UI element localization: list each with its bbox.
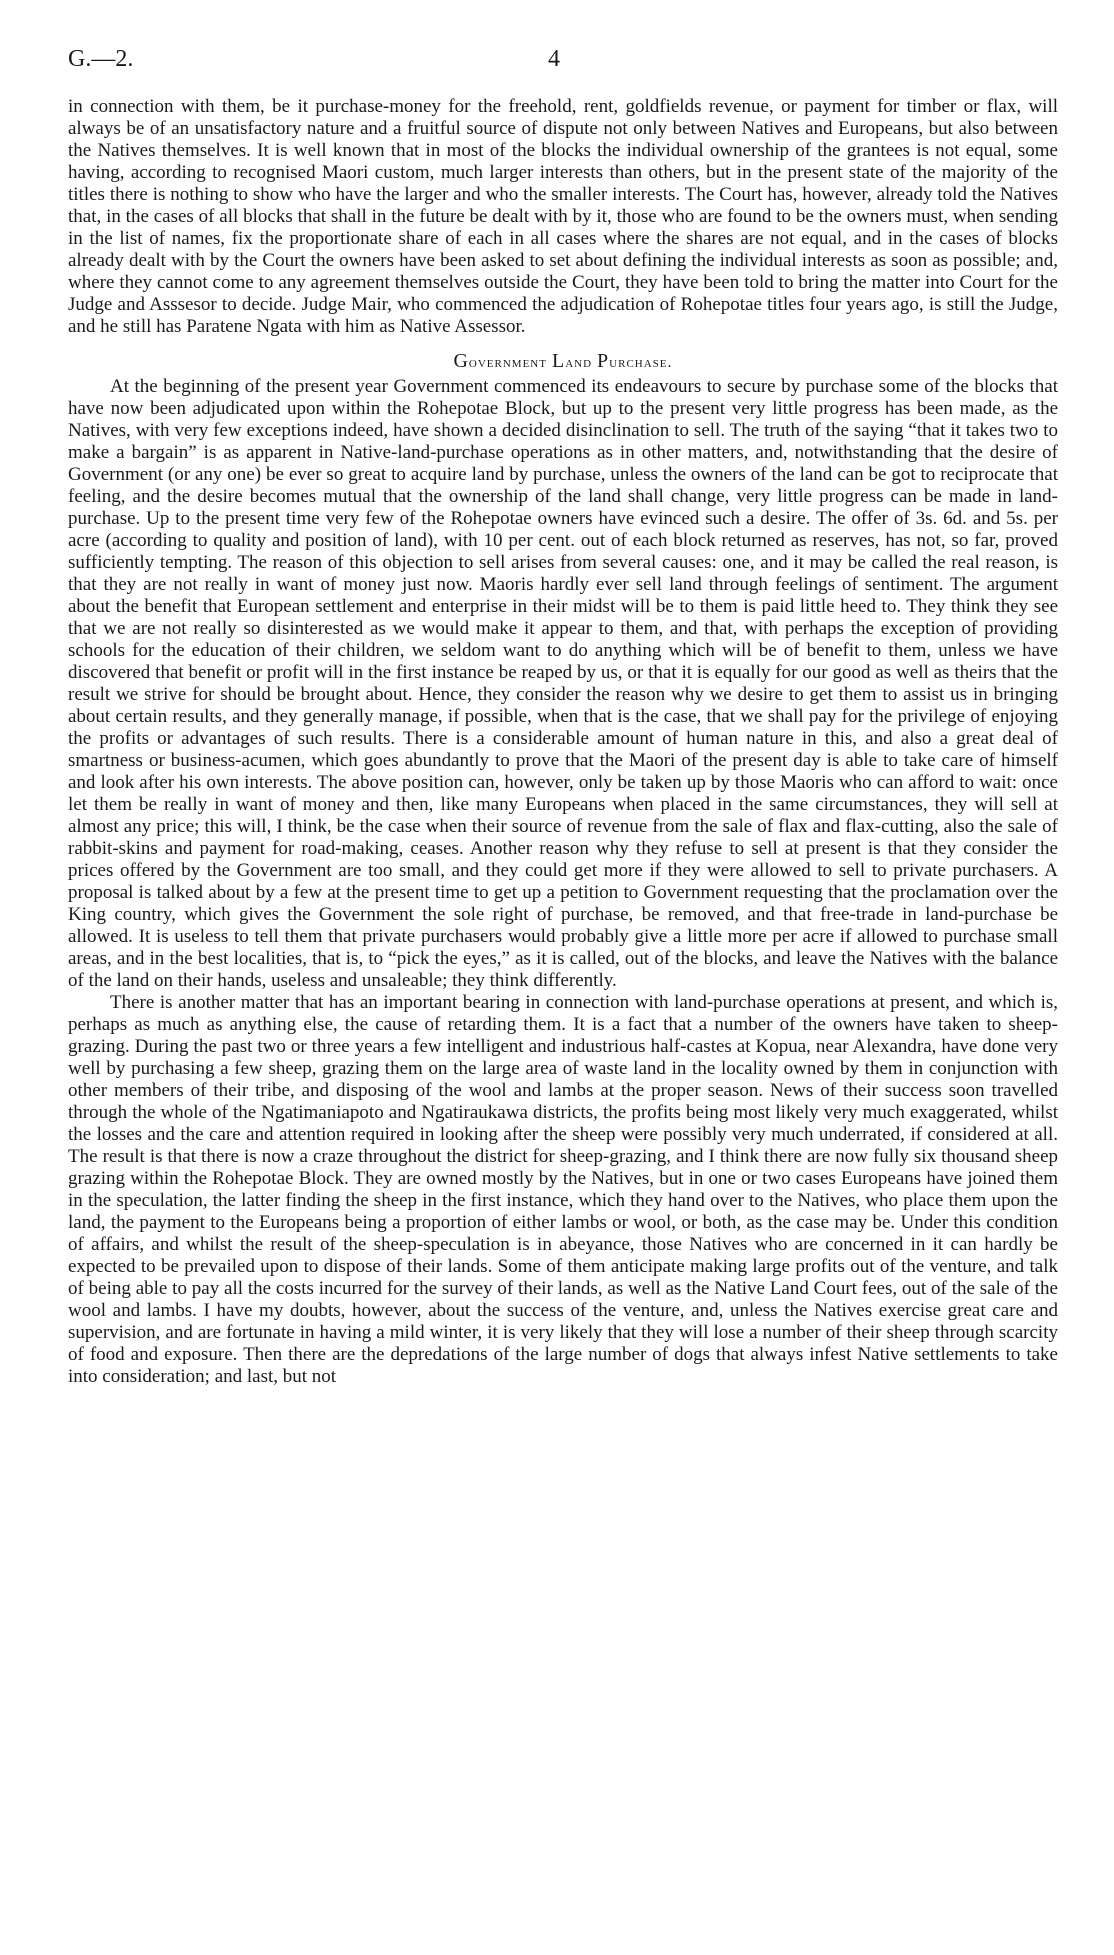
paragraph-continuation: in connection with them, be it purchase-money for the freehold, rent, goldfields revenue, or payment for timber or flax, will always be of an unsatisfactory nature and a fruitful source of dispute not only between Natives and Europeans, but also between the Natives themselves. It is well known that in most of the blocks the individual ownership of the grantees is not equal, some having, according to recognised Maori custom, much larger interests than others, but in the present state of the majority of the titles there is nothing to show who have the larger and who the smaller interests. The Court has, however, already told the Natives that, in the cases of all blocks that shall in the future be dealt with by it, those who are found to be the owners must, when sending in the list of names, fix the proportionate share of each in all cases where the shares are not equal, and in the cases of blocks already dealt with by the Court the owners have been asked to set about defining the individual interests as soon as possible; and, where they cannot come to any agreement themselves outside the Court, they have been told to bring the matter into Court for the Judge and Asssesor to decide. Judge Mair, who commenced the adjudication of Rohepotae titles four years ago, is still the Judge, and he still has Paratene Ngata with him as Native Assessor. [68, 96, 1058, 337]
page-header [68, 46, 1058, 80]
section-heading: Government Land Purchase. [453, 350, 673, 372]
document-reference: G.—2. [68, 46, 134, 72]
body-text [68, 96, 1058, 1388]
page-number: 4 [548, 46, 560, 72]
paragraph-land-purchase: At the beginning of the present year Government commenced its endeavours to secure by purchase some of the blocks that have now been adjudicated upon within the Rohepotae Block, but up to the present very little progress has been made, as the Natives, with very few exceptions indeed, have shown a decided disinclination to sell. The truth of the saying “that it takes two to make a bargain” is as apparent in Native-land-purchase operations as in other matters, and, notwithstanding that the desire of Government (or any one) be ever so great to acquire land by purchase, unless the owners of the land can be got to reciprocate that feeling, and the desire becomes mutual that the ownership of the land shall change, very little progress can be made in land-purchase. Up to the present time very few of the Rohepotae owners have evinced such a desire. The offer of 3s. 6d. and 5s. per acre (according to quality and position of land), with 10 per cent. out of each block returned as reserves, has not, so far, proved sufficiently tempting. The reason of this objection to sell arises from several causes: one, and it may be called the real reason, is that they are not really in want of money just now. Maoris hardly ever sell land through feelings of sentiment. The argument about the benefit that European settlement and enterprise in their midst will be to them is paid little heed to. They think they see that we are not really so disinterested as we would make it appear to them, and that, with perhaps the exception of providing schools for the education of their children, we seldom want to do anything which will be of benefit to them, unless we have discovered that benefit or profit will in the first instance be reaped by us, or that it is equally for our good as well as theirs that the result we strive for should be brought about. Hence, they consider the reason why we desire to get them to assist us in bringing about certain results, and they generally manage, if possible, when that is the case, that we shall pay for the privilege of enjoying the profits or advantages of such results. There is a considerable amount of human nature in this, and also a great deal of smartness or business-acumen, which goes abundantly to prove that the Maori of the present day is able to take care of himself and look after his own interests. The above position can, however, only be taken up by those Maoris who can afford to wait: once let them be really in want of money and then, like many Europeans when placed in the same circumstances, they will sell at almost any price; this will, I think, be the case when their source of revenue from the sale of flax and flax-cutting, also the sale of rabbit-skins and payment for road-making, ceases. Another reason why they refuse to sell at present is that they consider the prices offered by the Government are too small, and they could get more if they were allowed to sell to private purchasers. A proposal is talked about by a few at the present time to get up a petition to Government requesting that the proclamation over the King country, which gives the Government the sole right of purchase, be removed, and that free-trade in land-purchase be allowed. It is useless to tell them that private purchasers would probably give a little more per acre if allowed to purchase small areas, and in the best localities, that is, to “pick the eyes,” as it is called, out of the blocks, and leave the Natives with the balance of the land on their hands, useless and unsaleable; they think differently. [68, 376, 1058, 991]
paragraph-sheep-grazing: There is another matter that has an important bearing in connection with land-purchase operations at present, and which is, perhaps as much as anything else, the cause of retarding them. It is a fact that a number of the owners have taken to sheep-grazing. During the past two or three years a few intelligent and industrious half-castes at Kopua, near Alexandra, have done very well by purchasing a few sheep, grazing them on the large area of waste land in the locality owned by them in conjunction with other members of their tribe, and disposing of the wool and lambs at the proper season. News of their success soon travelled through the whole of the Ngatimaniapoto and Ngatiraukawa districts, the profits being most likely very much exaggerated, whilst the losses and the care and attention required in looking after the sheep were possibly very much underrated, if considered at all. The result is that there is now a craze throughout the district for sheep-grazing, and I think there are now fully six thousand sheep grazing within the Rohepotae Block. They are owned mostly by the Natives, but in one or two cases Europeans have joined them in the speculation, the latter finding the sheep in the first instance, which they hand over to the Natives, who place them upon the land, the payment to the Europeans being a proportion of either lambs or wool, or both, as the case may be. Under this condition of affairs, and whilst the result of the sheep-speculation is in abeyance, those Natives who are concerned in it can hardly be expected to be prevailed upon to dispose of their lands. Some of them anticipate making large profits out of the venture, and talk of being able to pay all the costs incurred for the survey of their lands, as well as the Native Land Court fees, out of the sale of the wool and lambs. I have my doubts, however, about the success of the venture, and, unless the Natives exercise great care and supervision, and are fortunate in having a mild winter, it is very likely that they will lose a number of their sheep through scarcity of food and exposure. Then there are the depredations of the large number of dogs that always infest Native settlements to take into consideration; and last, but not [68, 992, 1058, 1387]
